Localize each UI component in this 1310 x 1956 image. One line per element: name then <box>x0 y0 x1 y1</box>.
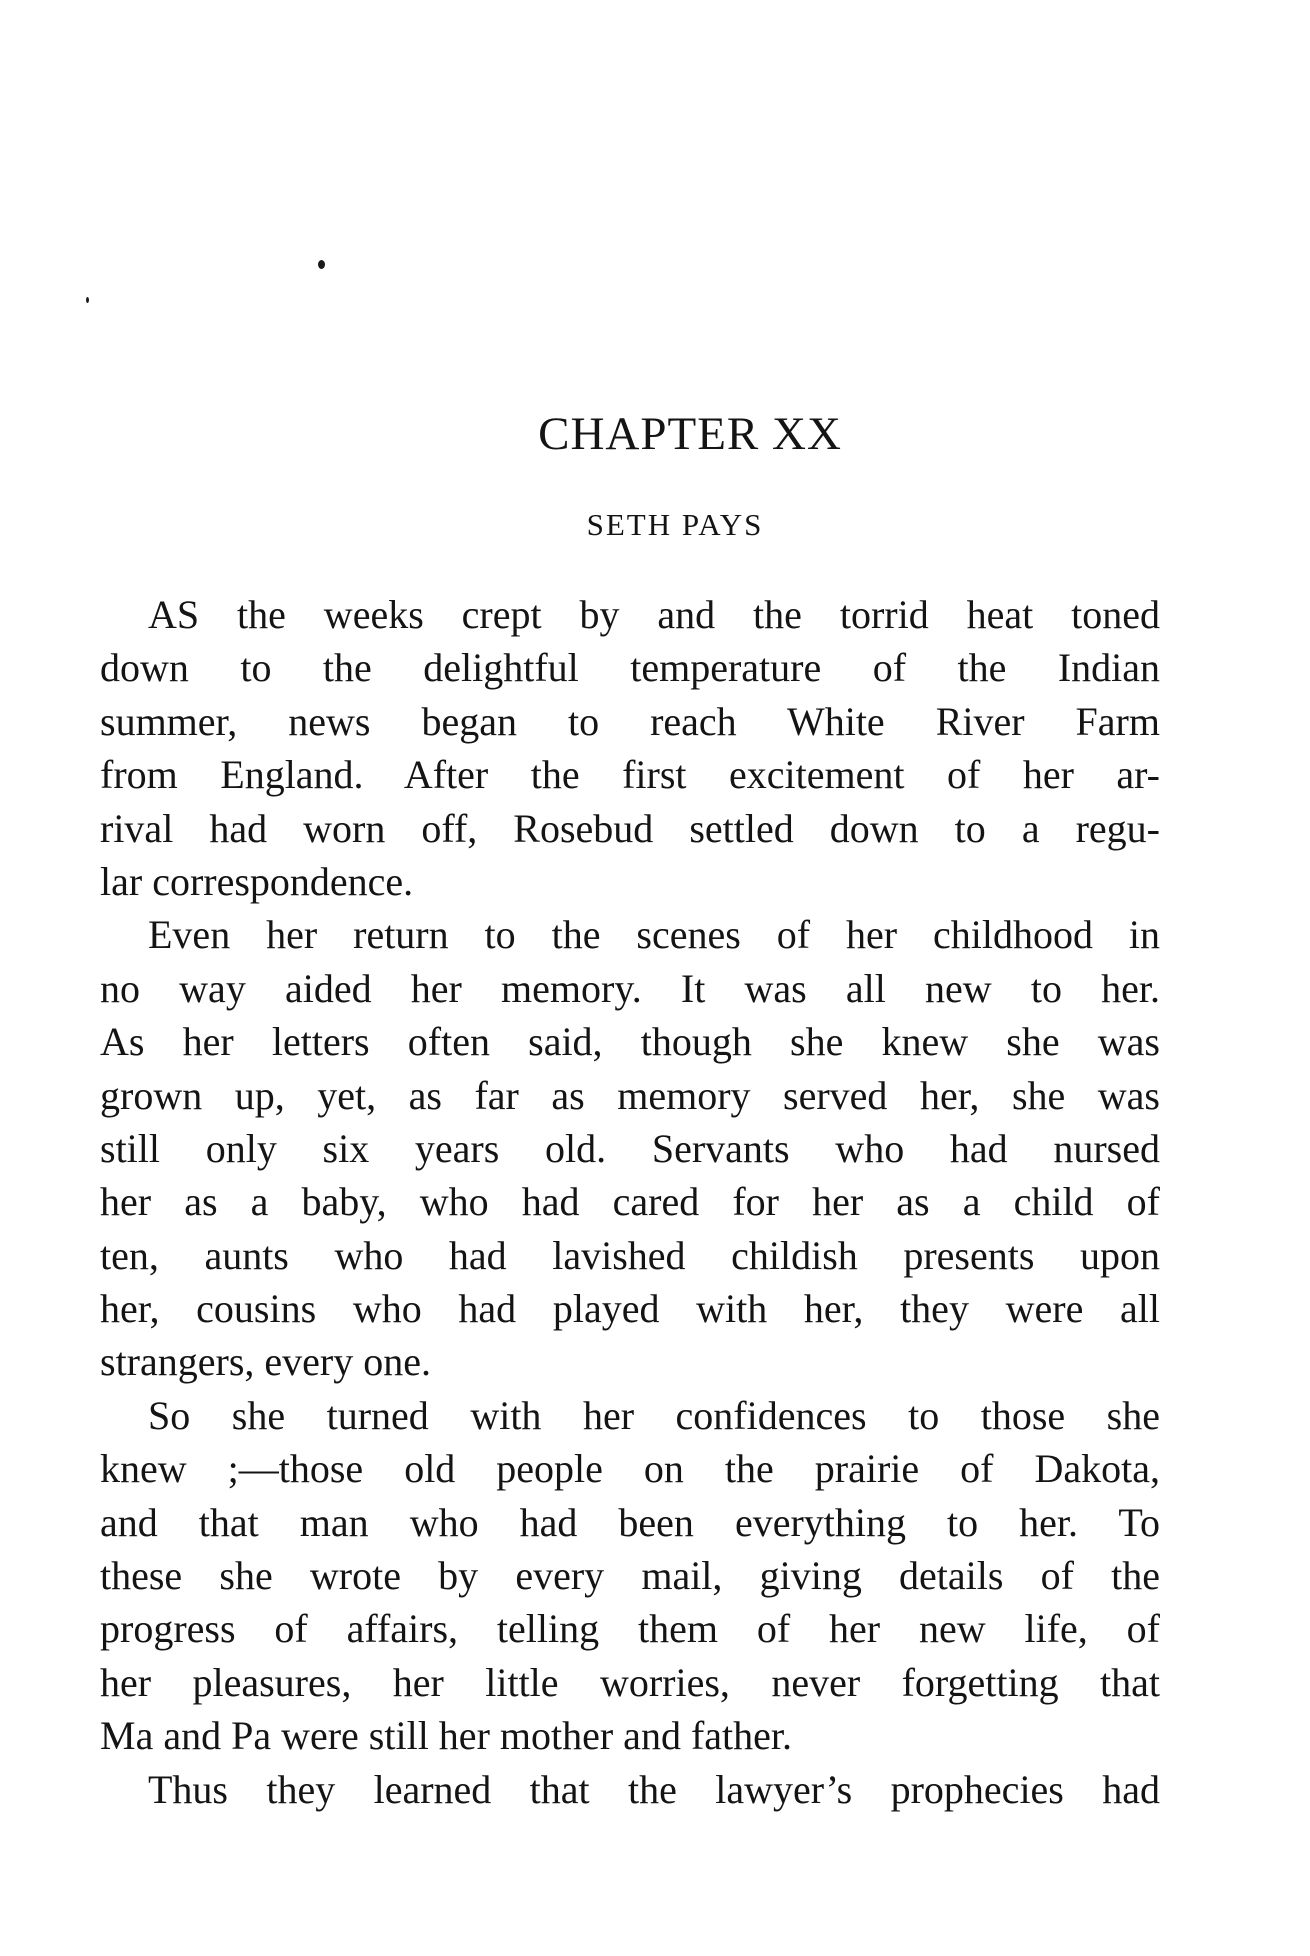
text-line: As her letters often said, though she knew she was <box>100 1019 1160 1065</box>
text-line: from England. After the first excitement of her ar- <box>100 752 1160 798</box>
text-line: knew ;—those old people on the prairie of Dakota, <box>100 1446 1160 1492</box>
text-line: Thus they learned that the lawyer’s prophecies had <box>148 1766 1160 1812</box>
chapter-title: CHAPTER XX <box>538 408 842 460</box>
text-line: down to the delightful temperature of the Indian <box>100 645 1160 691</box>
text-line: rival had worn off, Rosebud settled down to a regu- <box>100 805 1160 851</box>
text-line: no way aided her memory. It was all new to her. <box>100 965 1160 1011</box>
text-line: summer, news began to reach White River Farm <box>100 698 1160 744</box>
text-line: and that man who had been everything to her. To <box>100 1499 1160 1545</box>
text-line: still only six years old. Servants who had nursed <box>100 1125 1160 1171</box>
ink-speck <box>86 297 89 303</box>
text-line: grown up, yet, as far as memory served her, she was <box>100 1072 1160 1118</box>
text-line: So she turned with her confidences to those she <box>148 1392 1160 1438</box>
chapter-subtitle: SETH PAYS <box>586 507 764 542</box>
text-line: AS the weeks crept by and the torrid heat toned <box>148 592 1160 637</box>
text-line: Ma and Pa were still her mother and father. <box>100 1713 792 1759</box>
text-line: ten, aunts who had lavished childish presents upon <box>100 1232 1160 1278</box>
text-line: Even her return to the scenes of her childhood in <box>148 912 1160 958</box>
text-line: progress of affairs, telling them of her new life, of <box>100 1606 1160 1652</box>
text-line: lar correspondence. <box>100 858 414 904</box>
body-text <box>100 588 1160 1816</box>
text-line: her pleasures, her little worries, never forgetting that <box>100 1659 1160 1705</box>
ink-speck <box>318 260 325 269</box>
text-line: these she wrote by every mail, giving details of the <box>100 1553 1160 1599</box>
text-line: her as a baby, who had cared for her as a child of <box>100 1179 1160 1225</box>
text-line: strangers, every one. <box>100 1339 431 1385</box>
text-line: her, cousins who had played with her, they were all <box>100 1286 1160 1332</box>
